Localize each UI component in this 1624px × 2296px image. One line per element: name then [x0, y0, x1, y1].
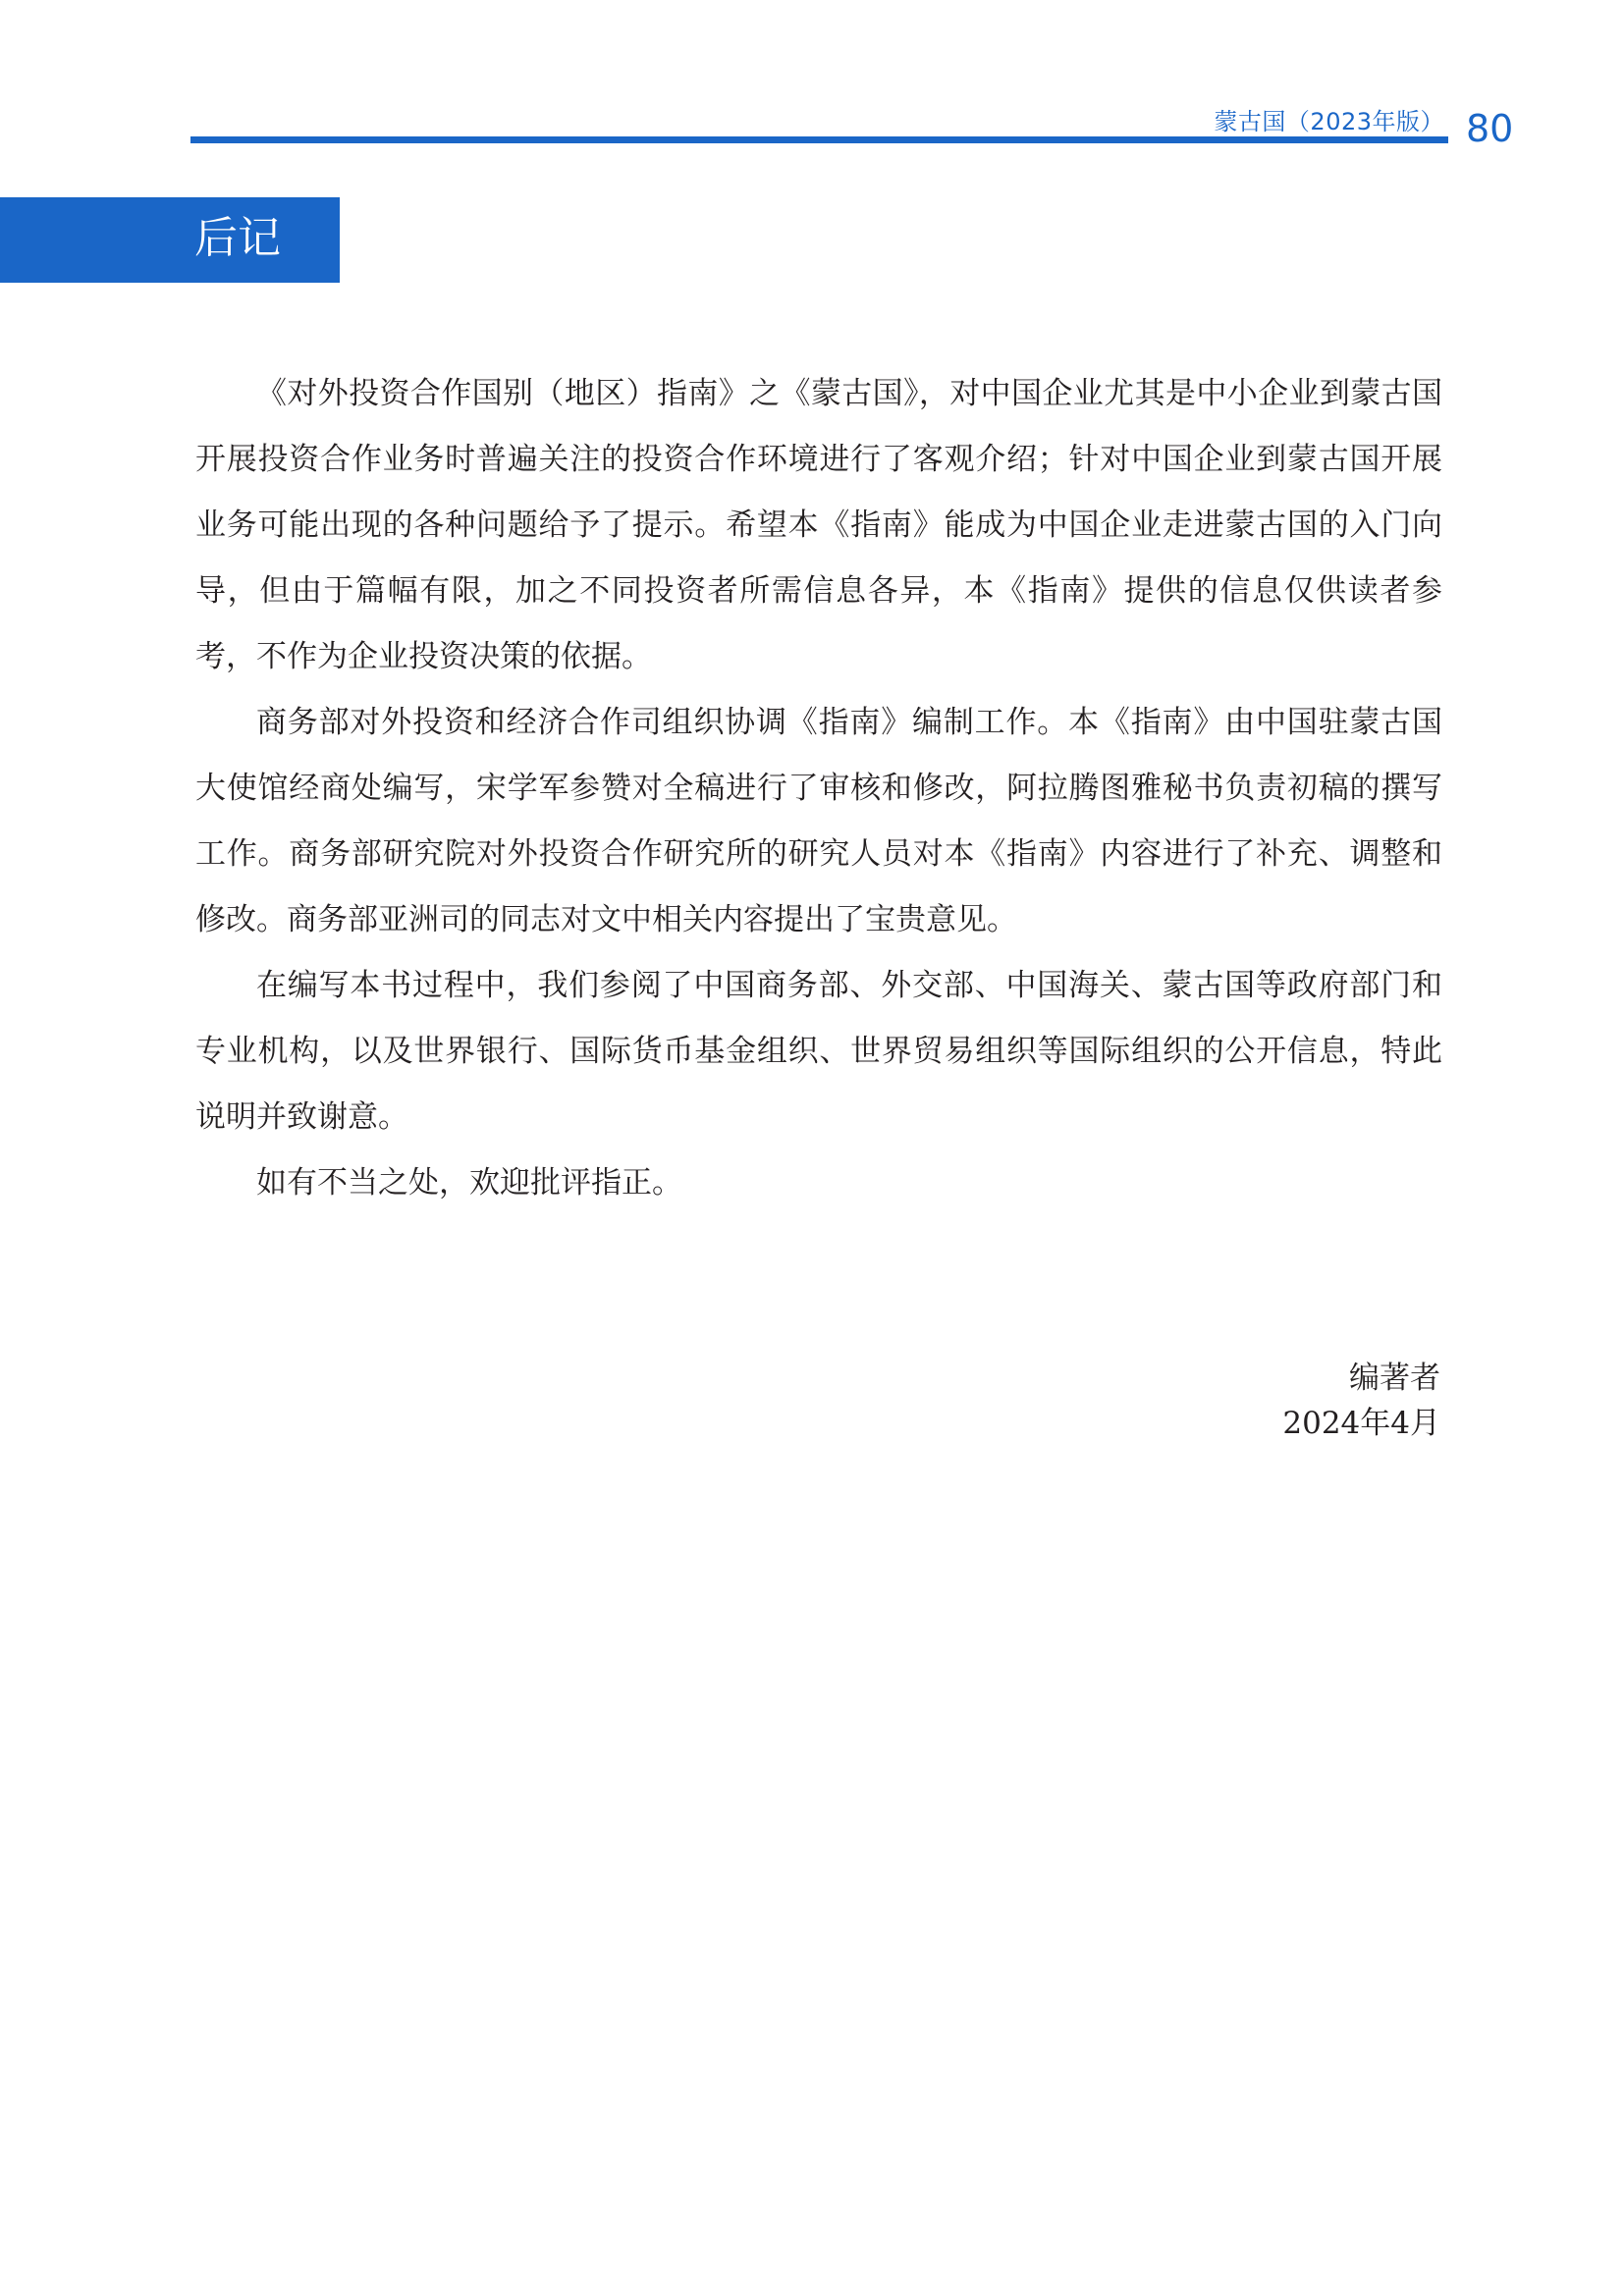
signature-date: 2024年4月 [1282, 1406, 1440, 1441]
header-rule [190, 136, 1448, 143]
paragraph-3: 在编写本书过程中，我们参阅了中国商务部、外交部、中国海关、蒙古国等政府部门和专业机构，以及世界银行、国际货币基金组织、世界贸易组织等国际组织的公开信息，特此说明并致谢意。 [195, 968, 1442, 1135]
body-text [195, 361, 1442, 1216]
page-number: 80 [1466, 107, 1514, 150]
signature-block [1282, 1356, 1440, 1446]
paragraph-2: 商务部对外投资和经济合作司组织协调《指南》编制工作。本《指南》由中国驻蒙古国大使馆经商处编写，宋学军参赞对全稿进行了审核和修改，阿拉腾图雅秘书负责初稿的撰写工作。商务部研究院对外投资合作研究所的研究人员对本《指南》内容进行了补充、调整和修改。商务部亚洲司的同志对文中相关内容提出了宝贵意见。 [195, 705, 1442, 937]
running-header-title: 蒙古国（2023年版） [1214, 108, 1444, 135]
signature-author: 编著者 [1349, 1361, 1440, 1396]
paragraph-4: 如有不当之处，欢迎批评指正。 [256, 1165, 682, 1201]
section-title-tab [0, 197, 340, 283]
section-title: 后记 [194, 213, 281, 263]
paragraph-1: 《对外投资合作国别（地区）指南》之《蒙古国》，对中国企业尤其是中小企业到蒙古国开展投资合作业务时普遍关注的投资合作环境进行了客观介绍；针对中国企业到蒙古国开展业务可能出现的各种问题给予了提示。希望本《指南》能成为中国企业走进蒙古国的入门向导，但由于篇幅有限，加之不同投资者所需信息各异，本《指南》提供的信息仅供读者参考，不作为企业投资决策的依据。 [195, 376, 1442, 674]
